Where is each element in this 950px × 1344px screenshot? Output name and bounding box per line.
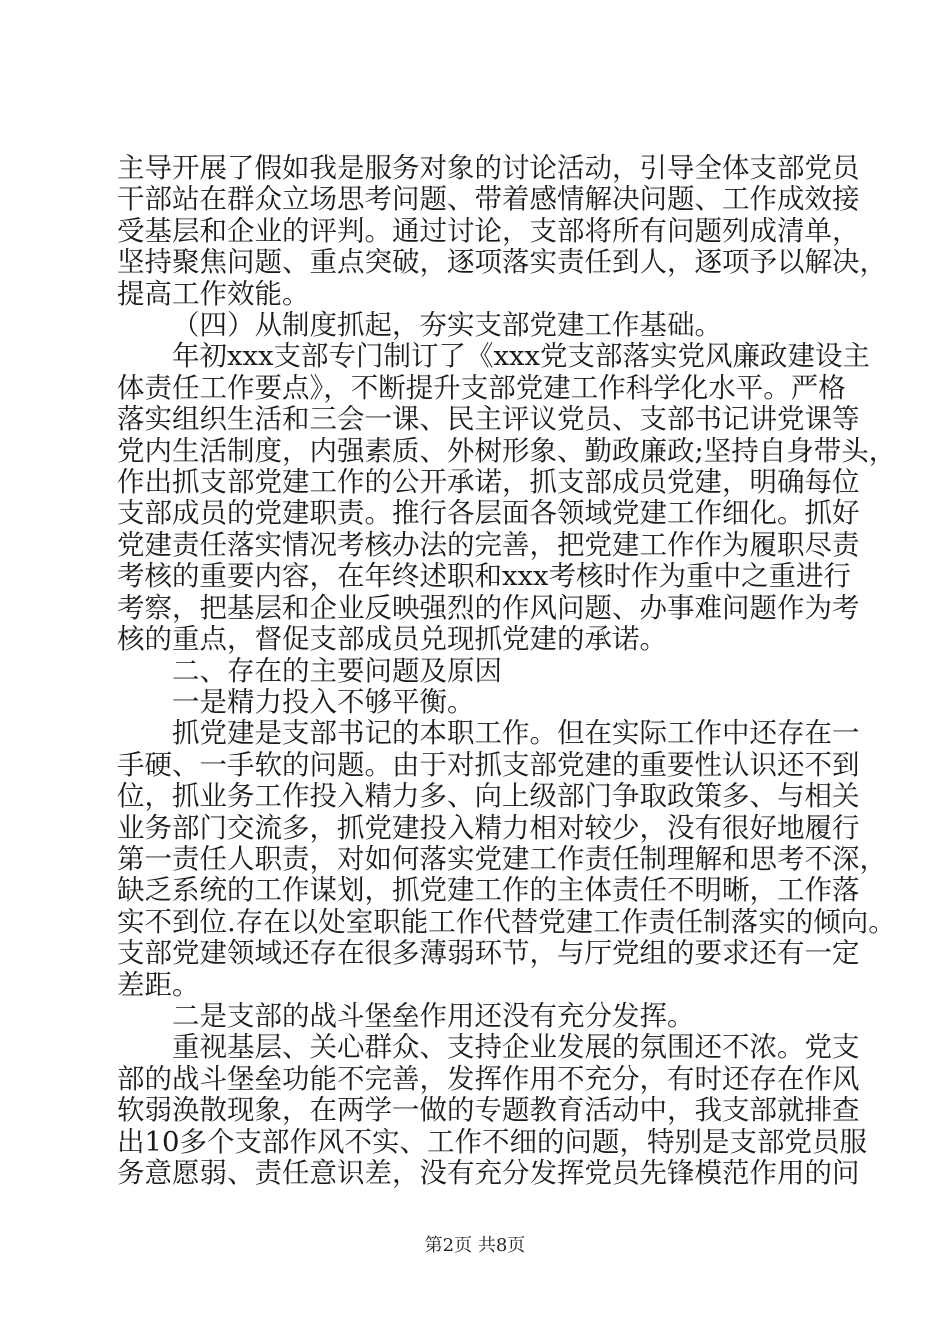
- text-line: 体责任工作要点》，不断提升支部党建工作科学化水平。严格: [117, 371, 846, 404]
- text-line: 支部党建领域还存在很多薄弱环节，与厅党组的要求还有一定: [117, 937, 860, 970]
- text-line: （四）从制度抓起，夯实支部党建工作基础。: [172, 309, 722, 342]
- text-line: 二、存在的主要问题及原因: [172, 654, 502, 687]
- text-line: 差距。: [117, 968, 200, 1001]
- text-line: 缺乏系统的工作谋划，抓党建工作的主体责任不明晰，工作落: [117, 874, 860, 907]
- text-line: 党建责任落实情况考核办法的完善，把党建工作作为履职尽责: [117, 528, 860, 561]
- text-line: 二是支部的战斗堡垒作用还没有充分发挥。: [172, 999, 695, 1032]
- text-line: 党内生活制度，内强素质、外树形象、勤政廉政;坚持自身带头，: [117, 434, 897, 467]
- text-line: 支部成员的党建职责。推行各层面各领域党建工作细化。抓好: [117, 497, 860, 530]
- text-line: 务意愿弱、责任意识差，没有充分发挥党员先锋模范作用的问: [117, 1157, 860, 1189]
- text-line: 作出抓支部党建工作的公开承诺，抓支部成员党建，明确每位: [117, 466, 860, 499]
- text-line: 抓党建是支部书记的本职工作。但在实际工作中还存在一: [172, 717, 860, 750]
- text-line: 考察，把基层和企业反映强烈的作风问题、办事难问题作为考: [117, 591, 860, 624]
- text-line: 出10多个支部作风不实、工作不细的问题，特别是支部党员服: [117, 1125, 867, 1158]
- text-line: 落实组织生活和三会一课、民主评议党员、支部书记讲党课等: [117, 403, 860, 436]
- text-line: 主导开展了假如我是服务对象的讨论活动，引导全体支部党员: [117, 152, 860, 184]
- text-line: 年初xxx支部专门制订了《xxx党支部落实党风廉政建设主: [172, 340, 871, 373]
- text-line: 一是精力投入不够平衡。: [172, 685, 475, 718]
- text-line: 核的重点，督促支部成员兑现抓党建的承诺。: [117, 623, 667, 656]
- text-line: 提高工作效能。: [117, 277, 310, 310]
- text-line: 手硬、一手软的问题。由于对抓支部党建的重要性认识还不到: [117, 748, 860, 781]
- text-line: 位，抓业务工作投入精力多、向上级部门争取政策多、与相关: [117, 780, 860, 813]
- text-line: 部的战斗堡垒功能不完善，发挥作用不充分，有时还存在作风: [117, 1062, 860, 1095]
- text-line: 坚持聚焦问题、重点突破，逐项落实责任到人，逐项予以解决，: [117, 246, 887, 279]
- text-line: 第一责任人职责，对如何落实党建工作责任制理解和思考不深，: [117, 842, 887, 875]
- text-line: 业务部门交流多，抓党建投入精力相对较少，没有很好地履行: [117, 811, 860, 844]
- page-footer: 第2页 共8页: [424, 1235, 526, 1256]
- text-line: 干部站在群众立场思考问题、带着感情解决问题、工作成效接: [117, 183, 860, 216]
- text-line: 受基层和企业的评判。通过讨论，支部将所有问题列成清单，: [117, 214, 860, 247]
- text-line: 软弱涣散现象，在两学一做的专题教育活动中，我支部就排查: [117, 1094, 860, 1127]
- text-line: 重视基层、关心群众、支持企业发展的氛围还不浓。党支: [172, 1031, 860, 1064]
- text-line: 考核的重要内容，在年终述职和xxx考核时作为重中之重进行: [117, 560, 852, 593]
- text-line: 实不到位.存在以处室职能工作代替党建工作责任制落实的倾向。: [117, 905, 896, 938]
